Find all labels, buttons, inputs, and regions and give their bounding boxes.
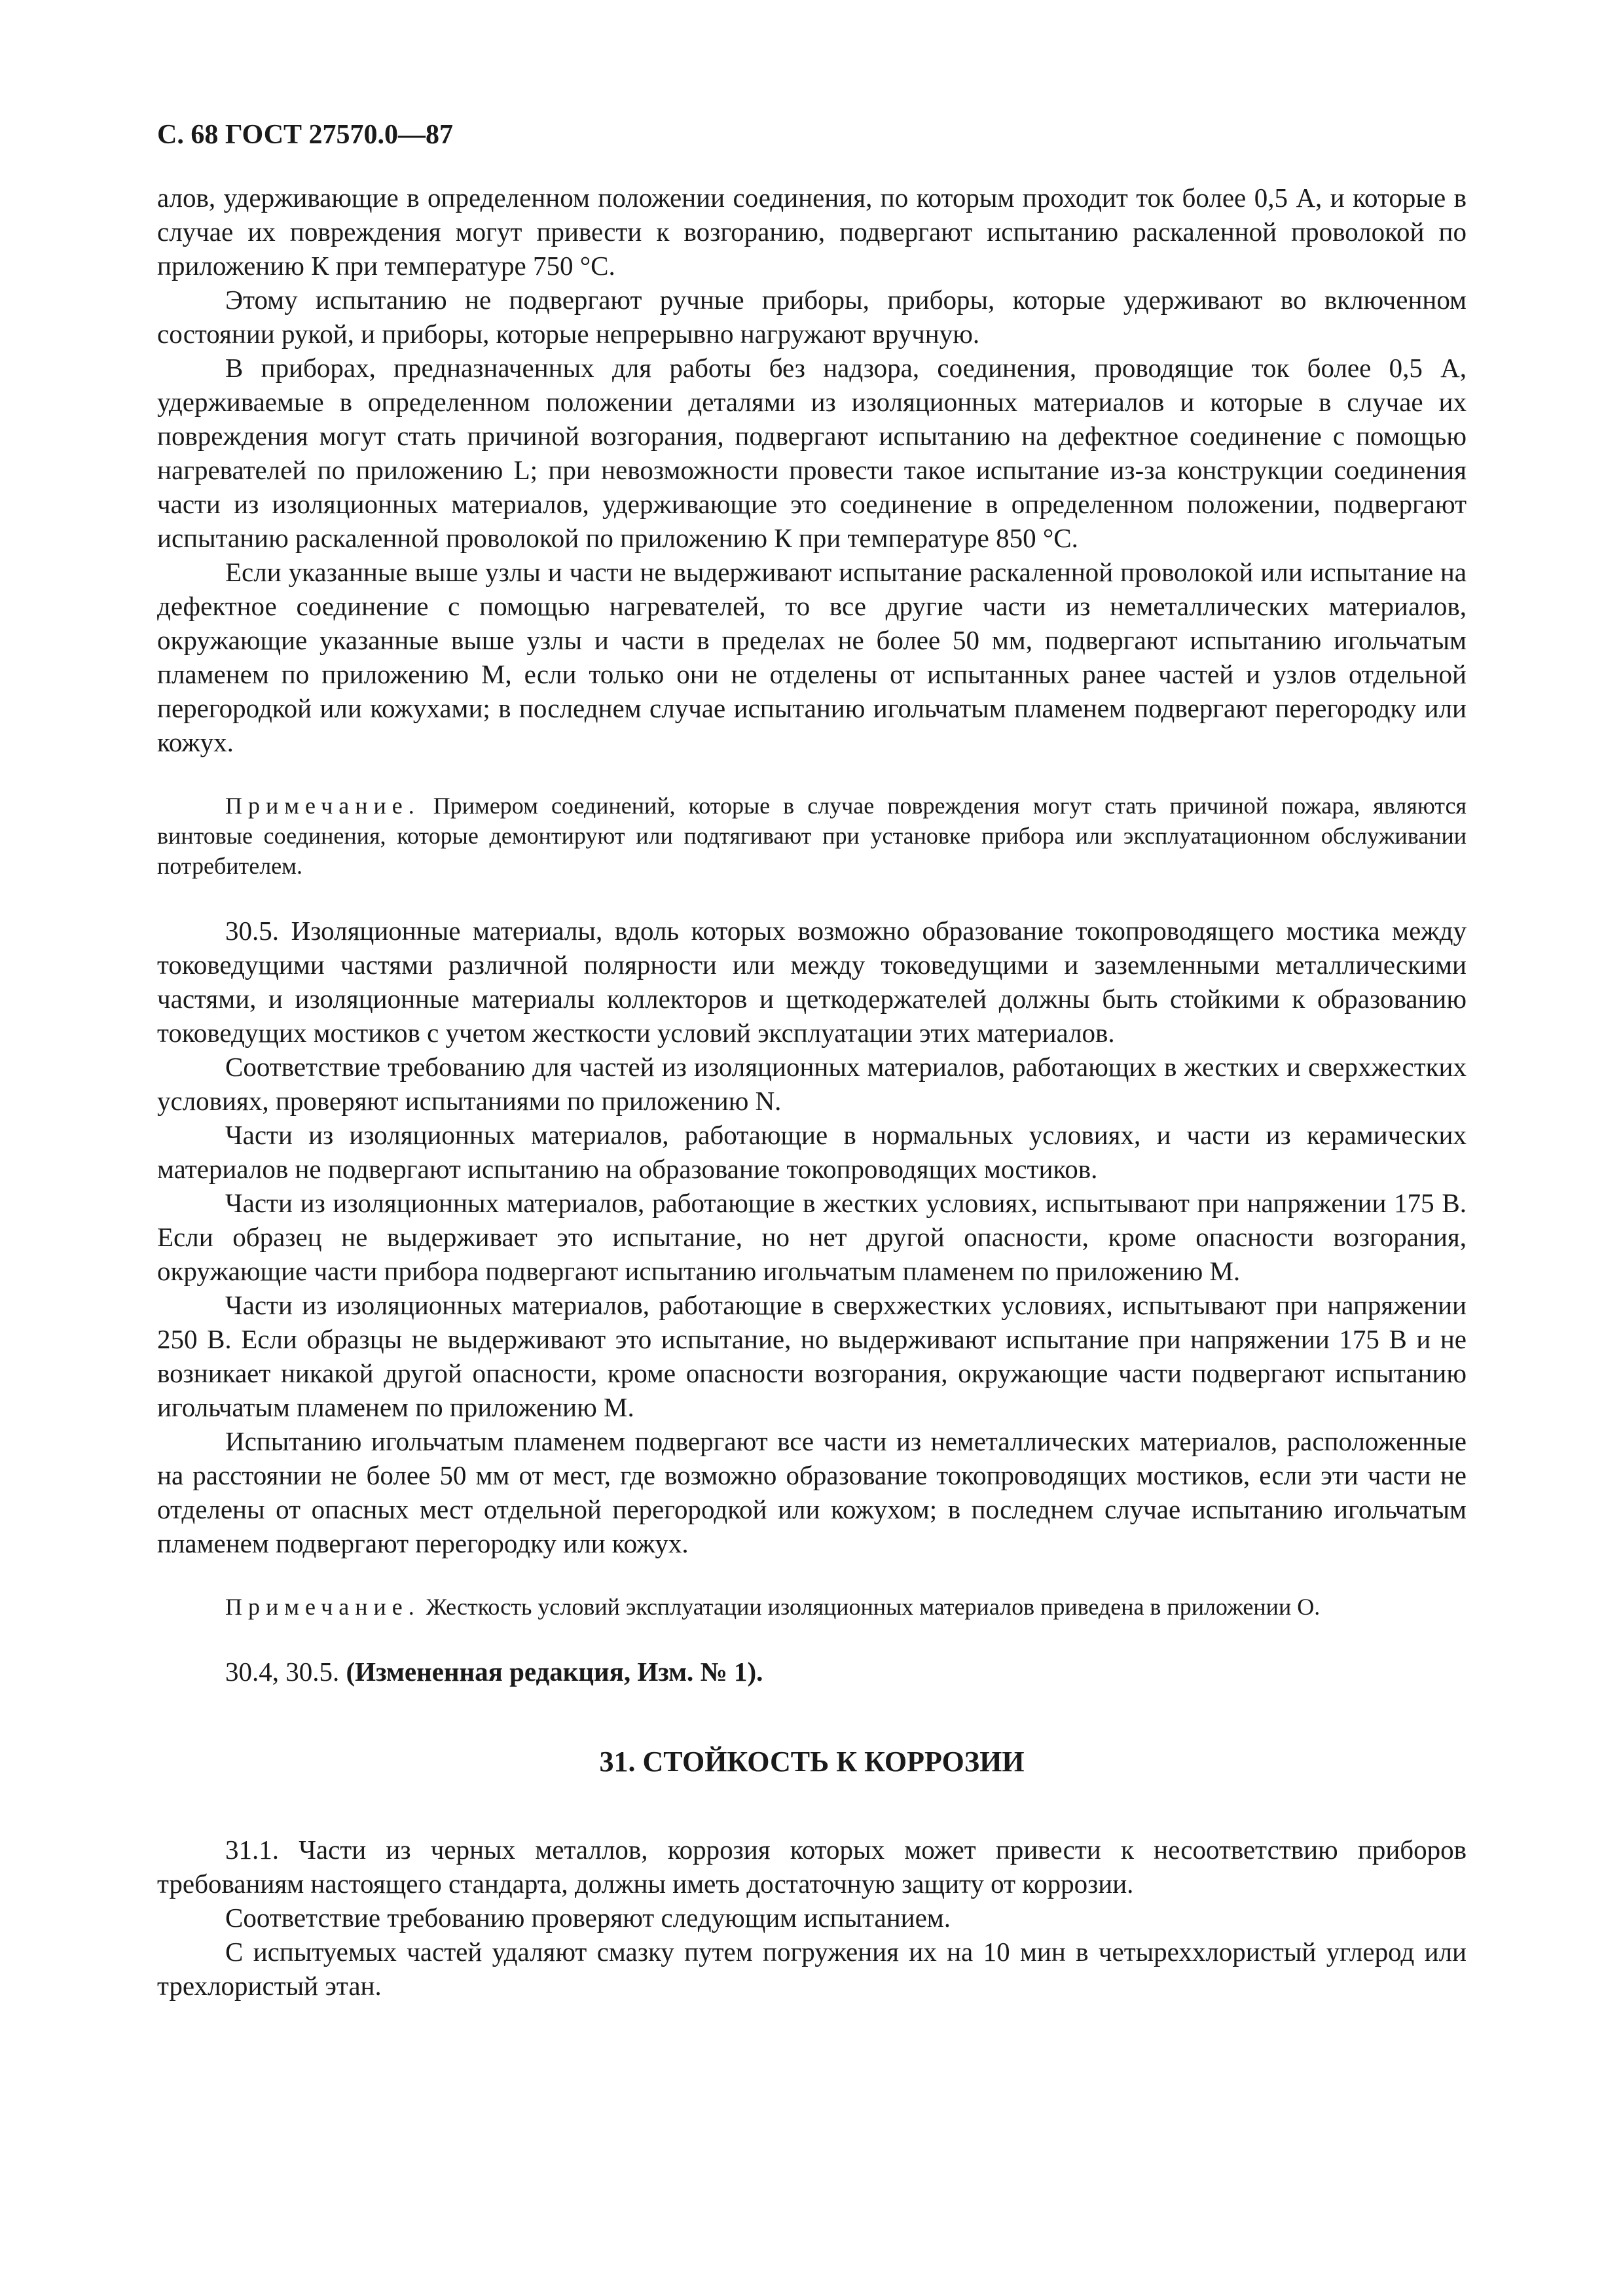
paragraph: Если указанные выше узлы и части не выдерживают испытание раскаленной проволокой или испытание на дефектное соединение с помощью нагревателей, то все другие части из неметаллических материалов, окружающие указанные выше узлы и части в пределах не более 50 мм, подвергают испытанию игольчатым пламенем по приложению М, если только они не отделены от испытанных ранее частей и узлов отдельной перегородкой или кожухами; в последнем случае испытанию игольчатым пламенем подвергают перегородку или кожух.: [157, 557, 1467, 757]
note-text: Жесткость условий эксплуатации изоляционных материалов приведена в приложении О.: [420, 1594, 1321, 1620]
note-2: [157, 1592, 1467, 1622]
paragraph: Соответствие требованию проверяют следующим испытанием.: [225, 1903, 951, 1933]
note-1: [157, 791, 1467, 881]
clause-31-1: 31.1. Части из черных металлов, коррозия которых может привести к несоответствию приборов требованиям настоящего стандарта, должны иметь достаточную защиту от коррозии.: [157, 1835, 1467, 1899]
paragraph: Соответствие требованию для частей из изоляционных материалов, работающих в жестких и сверхжестких условиях, проверяют испытаниями по приложению N.: [157, 1052, 1467, 1116]
amendment-clauses: 30.4, 30.5.: [225, 1657, 346, 1687]
section-title: 31. СТОЙКОСТЬ К КОРРОЗИИ: [599, 1746, 1025, 1778]
page-header: С. 68 ГОСТ 27570.0—87: [157, 120, 454, 150]
paragraph: Испытанию игольчатым пламенем подвергают все части из неметаллических материалов, расположенные на расстоянии не более 50 мм от мест, где возможно образование токопроводящих мостиков, если эти части не отделены от опасных мест отдельной перегородкой или кожухом; в последнем случае испытанию игольчатым пламенем подвергают перегородку или кожух.: [157, 1426, 1467, 1558]
paragraph: В приборах, предназначенных для работы без надзора, соединения, проводящие ток более 0,5 А, удерживаемые в определенном положении деталями из изоляционных материалов и которые в случае их повреждения могут стать причиной возгорания, подвергают испытанию на дефектное соединение с помощью нагревателей по приложению L; при невозможности провести такое испытание из-за конструкции соединения части из изоляционных материалов, удерживающие это соединение в определенном положении, подвергают испытанию раскаленной проволокой по приложению К при температуре 850 °С.: [157, 353, 1467, 553]
amendment-text: (Измененная редакция, Изм. № 1).: [346, 1657, 763, 1687]
document-page: [157, 118, 1467, 2003]
paragraph: Части из изоляционных материалов, работающие в сверхжестких условиях, испытывают при напряжении 250 В. Если образцы не выдерживают это испытание, но выдерживают испытание при напряжении 175 В и не возникает никакой другой опасности, кроме опасности возгорания, окружающие части подвергают испытанию игольчатым пламенем по приложению М.: [157, 1290, 1467, 1422]
clause-30-5: 30.5. Изоляционные материалы, вдоль которых возможно образование токопроводящего мостика между токоведущими частями различной полярности или между токоведущими и заземленными металлическими частями, и изоляционные материалы коллекторов и щеткодержателей должны быть стойкими к образованию токоведущих мостиков с учетом жесткости условий эксплуатации этих материалов.: [157, 916, 1467, 1048]
paragraph: Части из изоляционных материалов, работающие в нормальных условиях, и части из керамических материалов не подвергают испытанию на образование токопроводящих мостиков.: [157, 1120, 1467, 1184]
paragraph-continuation: алов, удерживающие в определенном положении соединения, по которым проходит ток более 0,5 А, и которые в случае их повреждения могут привести к возгоранию, подвергают испытанию раскаленной проволокой по приложению К при температуре 750 °С.: [157, 183, 1467, 281]
note-label: Примечание.: [225, 793, 420, 819]
paragraph: Этому испытанию не подвергают ручные приборы, приборы, которые удерживают во включенном состоянии рукой, и приборы, которые непрерывно нагружают вручную.: [157, 285, 1467, 349]
amendment-line: [157, 1655, 1467, 1689]
paragraph: Части из изоляционных материалов, работающие в жестких условиях, испытывают при напряжении 175 В. Если образец не выдерживает это испытание, но нет другой опасности, кроме опасности возгорания, окружающие части прибора подвергают испытанию игольчатым пламенем по приложению М.: [157, 1188, 1467, 1286]
note-label: Примечание.: [225, 1594, 420, 1620]
note-text: Примером соединений, которые в случае повреждения могут стать причиной пожара, являются винтовые соединения, которые демонтируют или подтягивают при установке прибора или эксплуатационном обслуживании потребителем.: [157, 793, 1467, 879]
paragraph: С испытуемых частей удаляют смазку путем погружения их на 10 мин в четыреххлористый углерод или трехлористый этан.: [157, 1937, 1467, 2001]
